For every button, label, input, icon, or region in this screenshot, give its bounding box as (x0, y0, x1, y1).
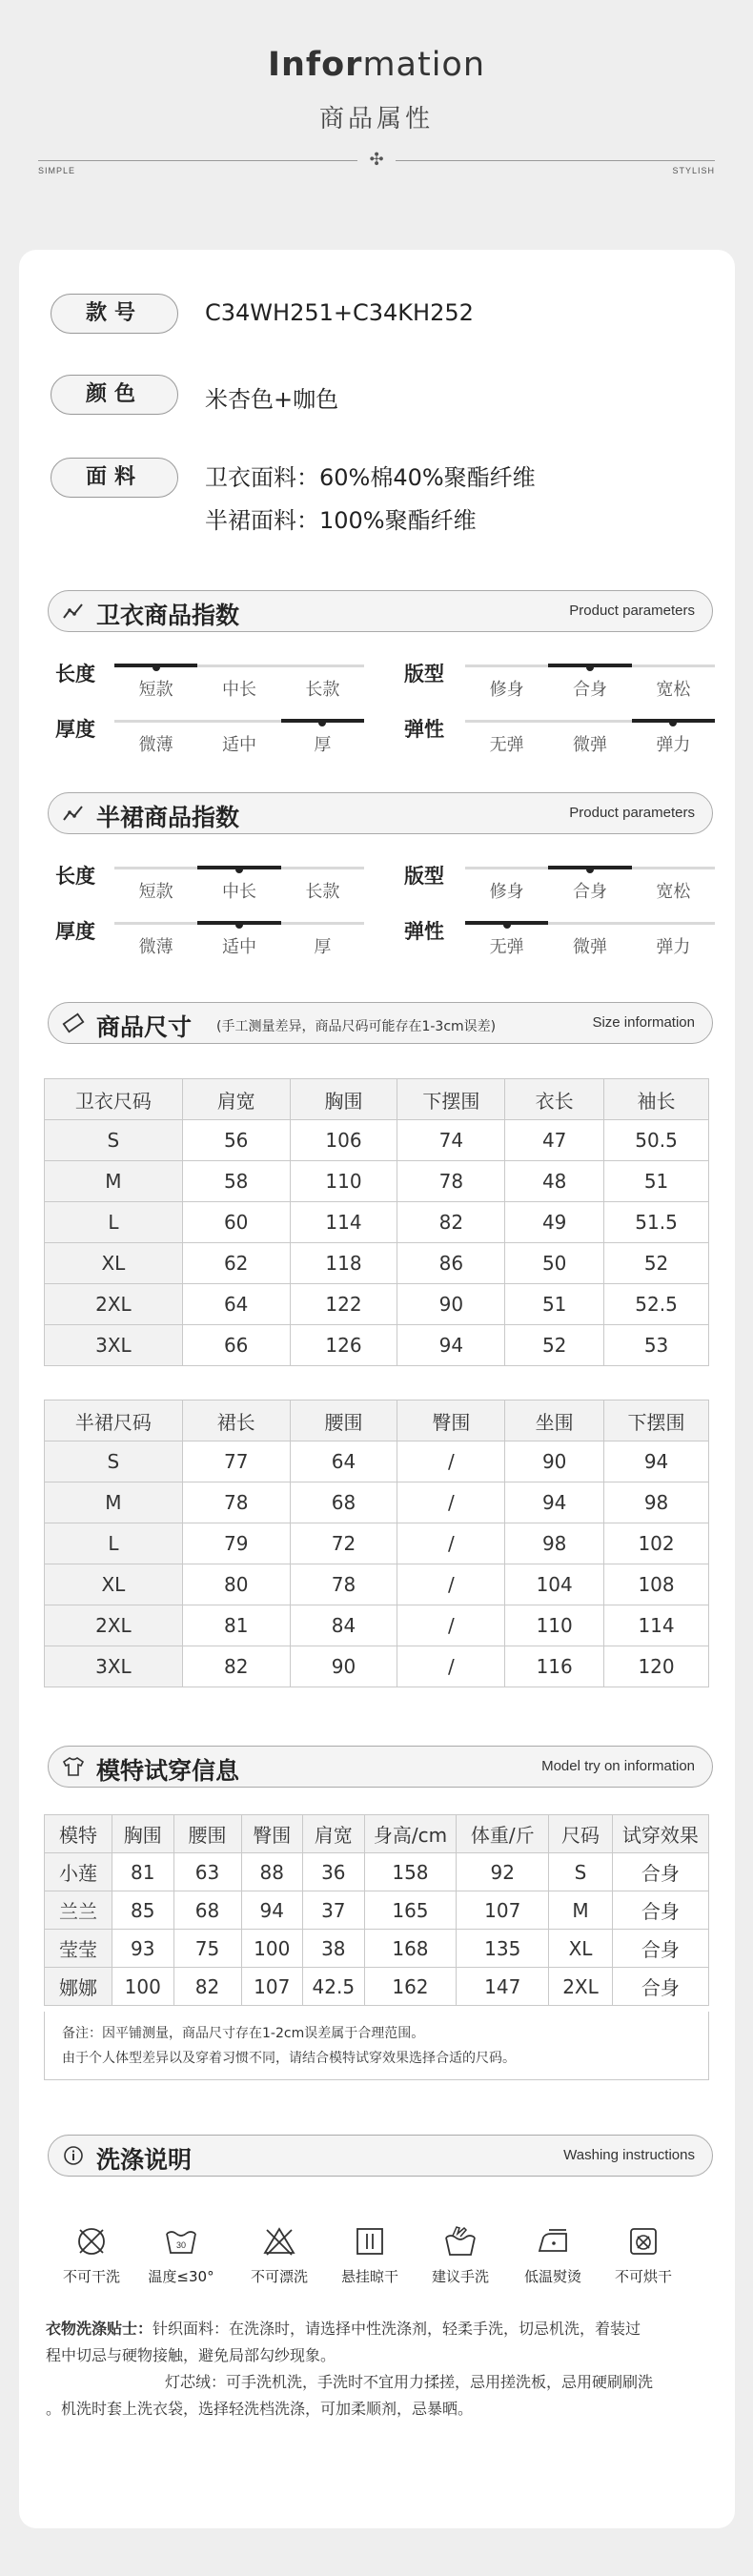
skirt-param-option: 微薄 (138, 937, 173, 957)
skirt-param-option: 微弹 (573, 937, 607, 957)
top-size-header-cell: 胸围 (290, 1079, 397, 1120)
top-size-table (44, 1078, 709, 1366)
model-cell: XL (549, 1930, 613, 1968)
size-title: 商品尺寸 (96, 1013, 193, 1041)
model-cell: 小莲 (45, 1853, 112, 1891)
care-tip-lead: 衣物洗涤贴士： (46, 2320, 153, 2338)
cross-ornament-icon: ✣ (369, 150, 384, 170)
top-size-cell: 3XL (45, 1325, 183, 1366)
header-divider-right (396, 160, 715, 161)
top-size-row (45, 1243, 709, 1284)
skirt-size-cell: / (397, 1523, 505, 1564)
style-no-value: C34WH251+C34KH252 (205, 299, 474, 326)
top-size-header-cell: 衣长 (505, 1079, 604, 1120)
top-size-cell: 78 (397, 1161, 505, 1202)
skirt-size-row (45, 1646, 709, 1687)
top-size-header-cell: 下摆围 (397, 1079, 505, 1120)
skirt-size-header-cell: 坐围 (505, 1400, 604, 1441)
style-no-label: 款号 (51, 294, 178, 334)
skirt-size-cell: 104 (505, 1564, 604, 1605)
skirt-param-option: 中长 (222, 882, 256, 902)
top-size-cell: 53 (604, 1325, 709, 1366)
wash-header (48, 2135, 713, 2177)
skirt-size-cell: 78 (290, 1564, 397, 1605)
color-value: 米杏色+咖色 (205, 386, 339, 413)
skirt-size-cell: 110 (505, 1605, 604, 1646)
skirt-param-option: 长款 (305, 882, 340, 902)
skirt-param-label: 弹性 (404, 920, 444, 943)
wash-item-no-tumble-dry (605, 2224, 682, 2286)
skirt-param-label: 厚度 (55, 920, 95, 943)
top-size-cell: 50.5 (604, 1120, 709, 1161)
skirt-size-cell: 94 (505, 1482, 604, 1523)
top-params-header (48, 590, 713, 632)
wash-label: 悬挂晾干 (340, 2268, 398, 2285)
skirt-size-cell: S (45, 1441, 183, 1482)
model-cell: 37 (303, 1891, 365, 1930)
top-size-cell: 114 (290, 1202, 397, 1243)
model-cell: 兰兰 (45, 1891, 112, 1930)
skirt-size-cell: / (397, 1482, 505, 1523)
skirt-size-row (45, 1523, 709, 1564)
skirt-param-option: 宽松 (656, 882, 691, 902)
skirt-param-option: 无弹 (489, 937, 524, 957)
skirt-param-option: 修身 (489, 882, 524, 902)
model-header-cell: 试穿效果 (612, 1815, 708, 1853)
skirt-size-cell: 3XL (45, 1646, 183, 1687)
model-cell: 107 (241, 1968, 303, 2006)
top-size-cell: S (45, 1120, 183, 1161)
wash-en: Washing instructions (563, 2147, 695, 2163)
model-note-line-2: 由于个人体型差异以及穿着习惯不同，请结合模特试穿效果选择合适的尺码。 (62, 2051, 516, 2066)
skirt-size-cell: 94 (604, 1441, 709, 1482)
top-params-en: Product parameters (569, 603, 695, 619)
top-size-cell: 51.5 (604, 1202, 709, 1243)
no-tumble-dry-icon (626, 2224, 661, 2259)
model-cell: S (549, 1853, 613, 1891)
model-row (45, 1853, 709, 1891)
wash-label: 不可烘干 (614, 2268, 672, 2285)
top-size-cell: 58 (182, 1161, 290, 1202)
skirt-size-cell: 102 (604, 1523, 709, 1564)
top-size-cell: L (45, 1202, 183, 1243)
model-cell: M (549, 1891, 613, 1930)
top-size-cell: 118 (290, 1243, 397, 1284)
wash-temp-number: 30 (175, 2240, 187, 2250)
skirt-size-cell: M (45, 1482, 183, 1523)
top-param-label: 版型 (404, 663, 444, 685)
page-title (0, 46, 753, 84)
skirt-size-cell: 64 (290, 1441, 397, 1482)
model-cell: 莹莹 (45, 1930, 112, 1968)
top-size-cell: 66 (182, 1325, 290, 1366)
skirt-size-cell: 98 (505, 1523, 604, 1564)
top-size-header-cell: 袖长 (604, 1079, 709, 1120)
model-cell: 100 (112, 1968, 173, 2006)
wash-label: 不可漂洗 (250, 2268, 308, 2285)
skirt-param-selected-dot (503, 921, 511, 929)
skirt-size-row (45, 1441, 709, 1482)
model-cell: 158 (364, 1853, 457, 1891)
skirt-param-label: 版型 (404, 865, 444, 888)
model-cell: 135 (457, 1930, 549, 1968)
skirt-param-selected-dot (586, 866, 594, 873)
hand-wash-icon (443, 2224, 478, 2259)
model-row (45, 1930, 709, 1968)
top-param-label: 厚度 (55, 718, 95, 741)
top-size-cell: M (45, 1161, 183, 1202)
shirt-icon (62, 1756, 85, 1777)
care-tip-line-1 (46, 2316, 716, 2342)
hang-dry-icon (353, 2224, 387, 2259)
model-cell: 85 (112, 1891, 173, 1930)
model-cell: 75 (173, 1930, 241, 1968)
top-param-option: 适中 (222, 735, 256, 755)
top-size-cell: 60 (182, 1202, 290, 1243)
top-param-selected-dot (153, 664, 160, 671)
top-size-cell: 48 (505, 1161, 604, 1202)
model-cell: 68 (173, 1891, 241, 1930)
title-light: mation (362, 46, 486, 84)
skirt-size-cell: 79 (182, 1523, 290, 1564)
wash-title: 洗涤说明 (96, 2146, 193, 2174)
top-param-label: 长度 (55, 663, 95, 685)
care-tip-line-2: 程中切忌与硬物接触，避免局部勾纱现象。 (46, 2346, 336, 2364)
top-size-cell: 64 (182, 1284, 290, 1325)
skirt-param-option: 厚 (314, 937, 332, 957)
skirt-size-row (45, 1482, 709, 1523)
care-tip-line-4: 。机洗时套上洗衣袋，选择轻洗档洗涤，可加柔顺剂，忌暴晒。 (46, 2400, 474, 2418)
wash-label: 不可干洗 (62, 2268, 120, 2285)
top-size-cell: 86 (397, 1243, 505, 1284)
model-cell: 合身 (612, 1891, 708, 1930)
trend-icon (62, 803, 85, 824)
skirt-size-cell: / (397, 1605, 505, 1646)
skirt-param-option: 合身 (573, 882, 607, 902)
skirt-size-cell: / (397, 1646, 505, 1687)
skirt-size-header-cell: 臀围 (397, 1400, 505, 1441)
skirt-size-table (44, 1400, 709, 1687)
skirt-size-cell: 108 (604, 1564, 709, 1605)
top-param-selected-dot (586, 664, 594, 671)
top-size-cell: 52.5 (604, 1284, 709, 1325)
top-size-cell: 126 (290, 1325, 397, 1366)
top-size-cell: 51 (505, 1284, 604, 1325)
skirt-param-option: 短款 (138, 882, 173, 902)
model-header-cell: 肩宽 (303, 1815, 365, 1853)
skirt-size-row (45, 1564, 709, 1605)
skirt-param-selected-dot (235, 921, 243, 929)
header-divider-left (38, 160, 357, 161)
skirt-size-cell: 77 (182, 1441, 290, 1482)
care-tip-line-3: 灯芯绒：可手洗机洗，手洗时不宜用力揉搓，忌用搓洗板，忌用硬刷刷洗 (165, 2373, 654, 2391)
top-param-option: 长款 (305, 680, 340, 700)
wash-item-no-bleach (241, 2224, 317, 2286)
wash-item-30 (143, 2224, 219, 2286)
header-left-tag: SIMPLE (38, 166, 76, 175)
model-cell: 88 (241, 1853, 303, 1891)
skirt-size-header-cell: 下摆围 (604, 1400, 709, 1441)
size-en: Size information (592, 1014, 695, 1031)
top-size-cell: 52 (604, 1243, 709, 1284)
model-cell: 2XL (549, 1968, 613, 2006)
wash-item-low-iron (515, 2224, 591, 2286)
top-size-row (45, 1284, 709, 1325)
top-size-cell: 122 (290, 1284, 397, 1325)
skirt-size-cell: 120 (604, 1646, 709, 1687)
wash-item-hang-dry (332, 2224, 408, 2286)
top-size-cell: 49 (505, 1202, 604, 1243)
skirt-size-header-cell: 裙长 (182, 1400, 290, 1441)
model-header-cell: 尺码 (549, 1815, 613, 1853)
model-header-cell: 胸围 (112, 1815, 173, 1853)
skirt-size-cell: 2XL (45, 1605, 183, 1646)
skirt-size-header-row (45, 1400, 709, 1441)
model-row (45, 1968, 709, 2006)
skirt-param-option: 适中 (222, 937, 256, 957)
header-right-tag: STYLISH (672, 166, 715, 175)
model-cell: 93 (112, 1930, 173, 1968)
top-size-cell: 56 (182, 1120, 290, 1161)
skirt-params-header (48, 792, 713, 834)
model-en: Model try on information (541, 1758, 695, 1774)
top-size-header-cell: 卫衣尺码 (45, 1079, 183, 1120)
skirt-size-header-cell: 半裙尺码 (45, 1400, 183, 1441)
top-size-cell: 51 (604, 1161, 709, 1202)
top-size-cell: 90 (397, 1284, 505, 1325)
model-cell: 92 (457, 1853, 549, 1891)
model-note (44, 2012, 709, 2080)
model-cell: 162 (364, 1968, 457, 2006)
skirt-param-option: 弹力 (656, 937, 691, 957)
top-param-option: 厚 (314, 735, 332, 755)
model-header-cell: 腰围 (173, 1815, 241, 1853)
top-param-option: 中长 (222, 680, 256, 700)
skirt-size-cell: 90 (290, 1646, 397, 1687)
care-tip-text: 针织面料：在洗涤时，请选择中性洗涤剂，轻柔手洗，切忌机洗，着装过 (153, 2320, 641, 2338)
model-cell: 36 (303, 1853, 365, 1891)
model-header (48, 1746, 713, 1788)
wash-label: 低温熨烫 (523, 2268, 581, 2285)
top-param-option: 弹力 (656, 735, 691, 755)
model-cell: 81 (112, 1853, 173, 1891)
skirt-size-cell: 78 (182, 1482, 290, 1523)
skirt-size-cell: L (45, 1523, 183, 1564)
top-param-option: 短款 (138, 680, 173, 700)
model-cell: 娜娜 (45, 1968, 112, 2006)
top-size-cell: 2XL (45, 1284, 183, 1325)
skirt-size-cell: 114 (604, 1605, 709, 1646)
color-label: 颜色 (51, 375, 178, 415)
top-param-option: 合身 (573, 680, 607, 700)
skirt-size-cell: / (397, 1441, 505, 1482)
top-param-label: 弹性 (404, 718, 444, 741)
ruler-icon (62, 1012, 85, 1033)
top-size-row (45, 1202, 709, 1243)
no-dry-clean-icon (74, 2224, 109, 2259)
skirt-params-title: 半裙商品指数 (96, 804, 240, 831)
no-bleach-icon (262, 2224, 296, 2259)
skirt-size-cell: 81 (182, 1605, 290, 1646)
model-header-cell: 身高/cm (364, 1815, 457, 1853)
fabric-label: 面料 (51, 458, 178, 498)
title-bold: Infor (267, 46, 363, 84)
skirt-size-cell: / (397, 1564, 505, 1605)
skirt-size-cell: 68 (290, 1482, 397, 1523)
top-param-option: 无弹 (489, 735, 524, 755)
model-header-cell: 臀围 (241, 1815, 303, 1853)
model-cell: 38 (303, 1930, 365, 1968)
top-params-title: 卫衣商品指数 (96, 602, 240, 629)
skirt-param-selected-dot (235, 866, 243, 873)
top-param-option: 宽松 (656, 680, 691, 700)
model-cell: 合身 (612, 1853, 708, 1891)
top-size-row (45, 1120, 709, 1161)
size-note: (手工测量差异，商品尺码可能存在1-3cm误差) (216, 1019, 497, 1034)
skirt-size-cell: XL (45, 1564, 183, 1605)
skirt-size-header-cell: 腰围 (290, 1400, 397, 1441)
wash-label: 温度≤30° (148, 2268, 214, 2285)
top-size-cell: 52 (505, 1325, 604, 1366)
trend-icon (62, 601, 85, 622)
model-cell: 42.5 (303, 1968, 365, 2006)
model-cell: 107 (457, 1891, 549, 1930)
top-size-cell: 94 (397, 1325, 505, 1366)
fabric-value-skirt: 半裙面料：100%聚酯纤维 (205, 507, 477, 534)
size-header (48, 1002, 713, 1044)
wash-30-icon (164, 2224, 198, 2259)
skirt-size-cell: 80 (182, 1564, 290, 1605)
model-row (45, 1891, 709, 1930)
wash-item-hand-wash (422, 2224, 499, 2286)
top-size-row (45, 1325, 709, 1366)
top-size-cell: XL (45, 1243, 183, 1284)
top-size-header-row (45, 1079, 709, 1120)
top-size-cell: 110 (290, 1161, 397, 1202)
model-cell: 82 (173, 1968, 241, 2006)
model-cell: 147 (457, 1968, 549, 2006)
wash-label: 建议手洗 (431, 2268, 489, 2285)
model-cell: 168 (364, 1930, 457, 1968)
top-size-cell: 47 (505, 1120, 604, 1161)
top-param-option: 修身 (489, 680, 524, 700)
model-cell: 合身 (612, 1930, 708, 1968)
model-table (44, 1814, 709, 2006)
model-header-cell: 模特 (45, 1815, 112, 1853)
top-size-cell: 62 (182, 1243, 290, 1284)
skirt-param-label: 长度 (55, 865, 95, 888)
model-note-line-1: 备注：因平铺测量，商品尺寸存在1-2cm误差属于合理范围。 (62, 2026, 425, 2041)
top-param-option: 微薄 (138, 735, 173, 755)
skirt-params-en: Product parameters (569, 805, 695, 821)
skirt-size-cell: 116 (505, 1646, 604, 1687)
skirt-size-cell: 90 (505, 1441, 604, 1482)
model-cell: 63 (173, 1853, 241, 1891)
model-title: 模特试穿信息 (96, 1757, 240, 1785)
fabric-value-top: 卫衣面料：60%棉40%聚酯纤维 (205, 464, 536, 491)
top-size-row (45, 1161, 709, 1202)
skirt-size-cell: 98 (604, 1482, 709, 1523)
top-param-option: 微弹 (573, 735, 607, 755)
skirt-size-cell: 72 (290, 1523, 397, 1564)
info-icon (62, 2145, 85, 2166)
low-iron-icon (536, 2224, 570, 2259)
top-size-header-cell: 肩宽 (182, 1079, 290, 1120)
top-size-cell: 50 (505, 1243, 604, 1284)
skirt-size-cell: 84 (290, 1605, 397, 1646)
model-cell: 合身 (612, 1968, 708, 2006)
top-size-cell: 74 (397, 1120, 505, 1161)
skirt-size-row (45, 1605, 709, 1646)
model-header-row (45, 1815, 709, 1853)
top-size-cell: 106 (290, 1120, 397, 1161)
model-cell: 94 (241, 1891, 303, 1930)
wash-item-no-dry-clean (53, 2224, 130, 2286)
page-subtitle: 商品属性 (318, 105, 434, 133)
model-header-cell: 体重/斤 (457, 1815, 549, 1853)
model-cell: 100 (241, 1930, 303, 1968)
skirt-size-cell: 82 (182, 1646, 290, 1687)
model-cell: 165 (364, 1891, 457, 1930)
top-size-cell: 82 (397, 1202, 505, 1243)
